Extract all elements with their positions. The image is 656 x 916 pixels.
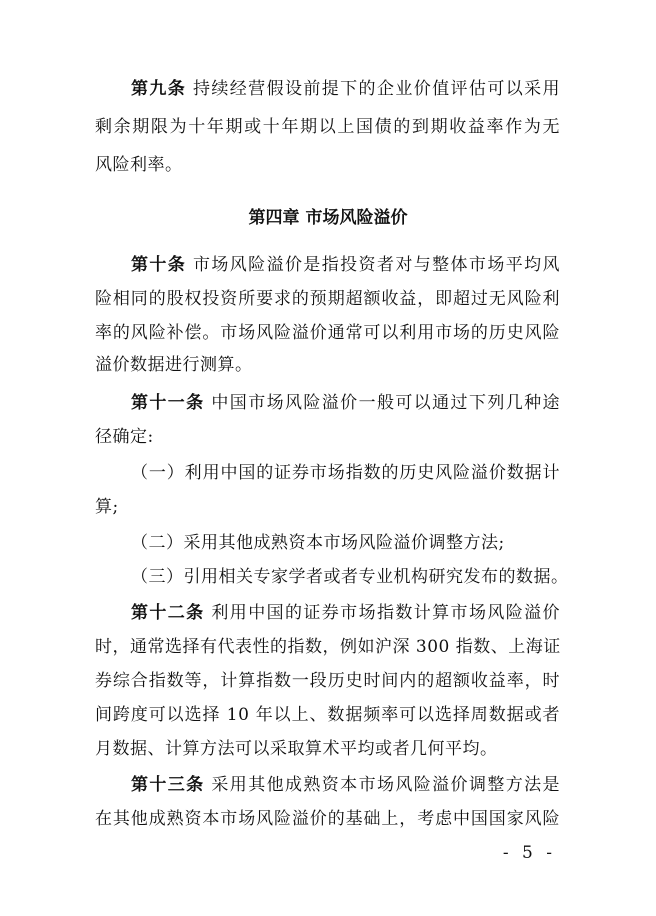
article-11-item-3: （三）引用相关专家学者或者专业机构研究发布的数据。	[131, 567, 569, 587]
article-10-line-2: 险相同的股权投资所要求的预期超额收益，即超过无风险利	[95, 289, 560, 309]
article-11-line-2: 径确定:	[95, 427, 154, 447]
article-12-line-1	[131, 602, 560, 624]
article-9-label: 第九条	[131, 79, 187, 99]
article-12-line-4: 间跨度可以选择 10 年以上、数据频率可以选择周数据或者	[95, 705, 560, 725]
article-11-item-1-line-2: 算;	[95, 497, 119, 517]
chapter-4-title: 第四章 市场风险溢价	[248, 208, 408, 228]
article-11-line-1	[131, 392, 560, 414]
article-11-text-1: 中国市场风险溢价一般可以通过下列几种途	[211, 393, 561, 413]
article-13-line-1	[131, 774, 560, 796]
article-13-text-1: 采用其他成熟资本市场风险溢价调整方法是	[211, 775, 561, 795]
article-10-text-1: 市场风险溢价是指投资者对与整体市场平均风	[193, 255, 561, 275]
article-11-item-1-line-1: （一）利用中国的证券市场指数的历史风险溢价数据计	[131, 463, 560, 483]
article-12-line-3: 券综合指数等，计算指数一段历史时间内的超额收益率，时	[95, 671, 560, 691]
article-10-label: 第十条	[131, 255, 187, 275]
article-11-item-2: （二）采用其他成熟资本市场风险溢价调整方法;	[131, 533, 505, 553]
article-12-line-5: 月数据、计算方法可以采取算术平均或者几何平均。	[95, 739, 498, 759]
article-9-line-2: 剩余期限为十年期或十年期以上国债的到期收益率作为无	[95, 117, 560, 137]
article-10-line-3: 率的风险补偿。市场风险溢价通常可以利用市场的历史风险	[95, 323, 560, 343]
article-12-label: 第十二条	[131, 603, 205, 623]
article-11-label: 第十一条	[131, 393, 205, 413]
page-number: - 5 -	[502, 843, 556, 863]
article-13-line-2: 在其他成熟资本市场风险溢价的基础上，考虑中国国家风险	[95, 809, 560, 829]
article-9-line-1	[131, 78, 560, 100]
article-9-text-1: 持续经营假设前提下的企业价值评估可以采用	[193, 79, 561, 99]
article-13-label: 第十三条	[131, 775, 205, 795]
article-10-line-4: 溢价数据进行测算。	[95, 355, 253, 375]
article-10-line-1	[131, 254, 560, 276]
article-12-line-2: 时，通常选择有代表性的指数，例如沪深 300 指数、上海证	[95, 637, 561, 657]
article-9-line-3: 风险利率。	[95, 155, 183, 175]
article-12-text-1: 利用中国的证券市场指数计算市场风险溢价	[211, 603, 561, 623]
